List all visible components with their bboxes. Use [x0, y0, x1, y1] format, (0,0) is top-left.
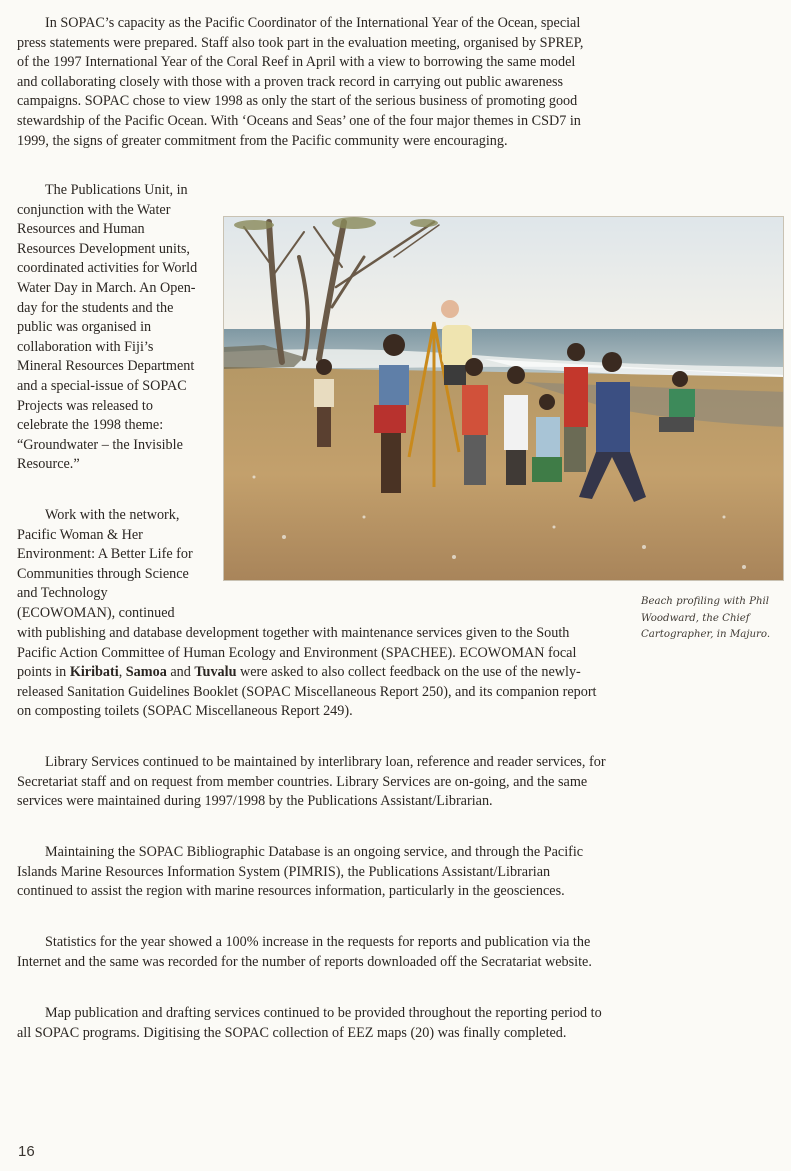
- ecowoman-text-b: were asked to also collect feedback on the use of the newly-released Sanitation Guidelines Booklet (SOPAC Miscellaneous Report 250), and its companion report on composting toilets (SOPAC Miscellaneous Report 249).: [17, 664, 597, 720]
- paragraph-world-water-day: The Publications Unit, in conjunction with the Water Resources and Human Resources Development units, coordinated activities for World Water Day in March. An Openday for the students and the public was organised in collaboration with Fiji’s Mineral Resources Department and a special-issue of SOPAC Projects was released to celebrate the 1998 theme: “Groundwater – the Invisible Resource.”: [17, 182, 198, 473]
- country-samoa: Samoa: [125, 664, 167, 681]
- paragraph-statistics: Statistics for the year showed a 100% increase in the requests for reports and publication via the Internet and the same was recorded for the number of reports downloaded off the Secratariat website.: [17, 934, 592, 970]
- page-number: 16: [18, 1143, 35, 1160]
- country-tuvalu: Tuvalu: [194, 664, 237, 681]
- paragraph-ecowoman-start: Work with the network, Pacific Woman & Her Environment: A Better Life for Communities through Science and Technology (ECOWOMAN), continued: [17, 507, 193, 621]
- beach-profiling-photo: [223, 216, 784, 581]
- paragraph-library-services: Library Services continued to be maintained by interlibrary loan, reference and reader services, for Secretariat staff and on request from member countries. Library Services are on-going, and the same services were maintained during 1997/1998 by the Publications Assistant/Librarian.: [17, 754, 606, 810]
- paragraph-ecowoman-continued: [17, 624, 607, 722]
- country-kiribati: Kiribati: [69, 664, 119, 681]
- separator: ,: [118, 664, 126, 681]
- paragraph-iyo: In SOPAC’s capacity as the Pacific Coordinator of the International Year of the Ocean, special press statements were prepared. Staff also took part in the evaluation meeting, organised by SPREP, of the 1997 International Year of the Coral Reef in April with a view to borrowing the same model and collaborating closely with those with a proven track record in carrying out public awareness campaigns. SOPAC chose to view 1998 as only the start of the serious business of promoting good stewardship of the Pacific Ocean. With ‘Oceans and Seas’ one of the four major themes in CSD7 in 1999, the signs of greater commitment from the Pacific community were encouraging.: [17, 15, 584, 149]
- paragraph-map-publication: Map publication and drafting services continued to be provided throughout the reporting period to all SOPAC programs. Digitising the SOPAC collection of EEZ maps (20) was finally completed.: [17, 1005, 602, 1041]
- photo-illustration: [224, 217, 784, 581]
- photo-caption: Beach profiling with Phil Woodward, the Chief Cartographer, in Majuro.: [641, 596, 771, 640]
- ecowoman-text-a: with publishing and database development together with maintenance services given to the South Pacific Action Committee of Human Ecology and Environment (SPACHEE). ECOWOMAN focal points in: [17, 625, 577, 681]
- separator: and: [166, 664, 195, 681]
- paragraph-bibliographic-database: Maintaining the SOPAC Bibliographic Database is an ongoing service, and through the Pacific Islands Marine Resources Information System (PIMRIS), the Publications Assistant/Librarian continued to assist the region with marine resources information, particularly in the geosciences.: [17, 844, 584, 900]
